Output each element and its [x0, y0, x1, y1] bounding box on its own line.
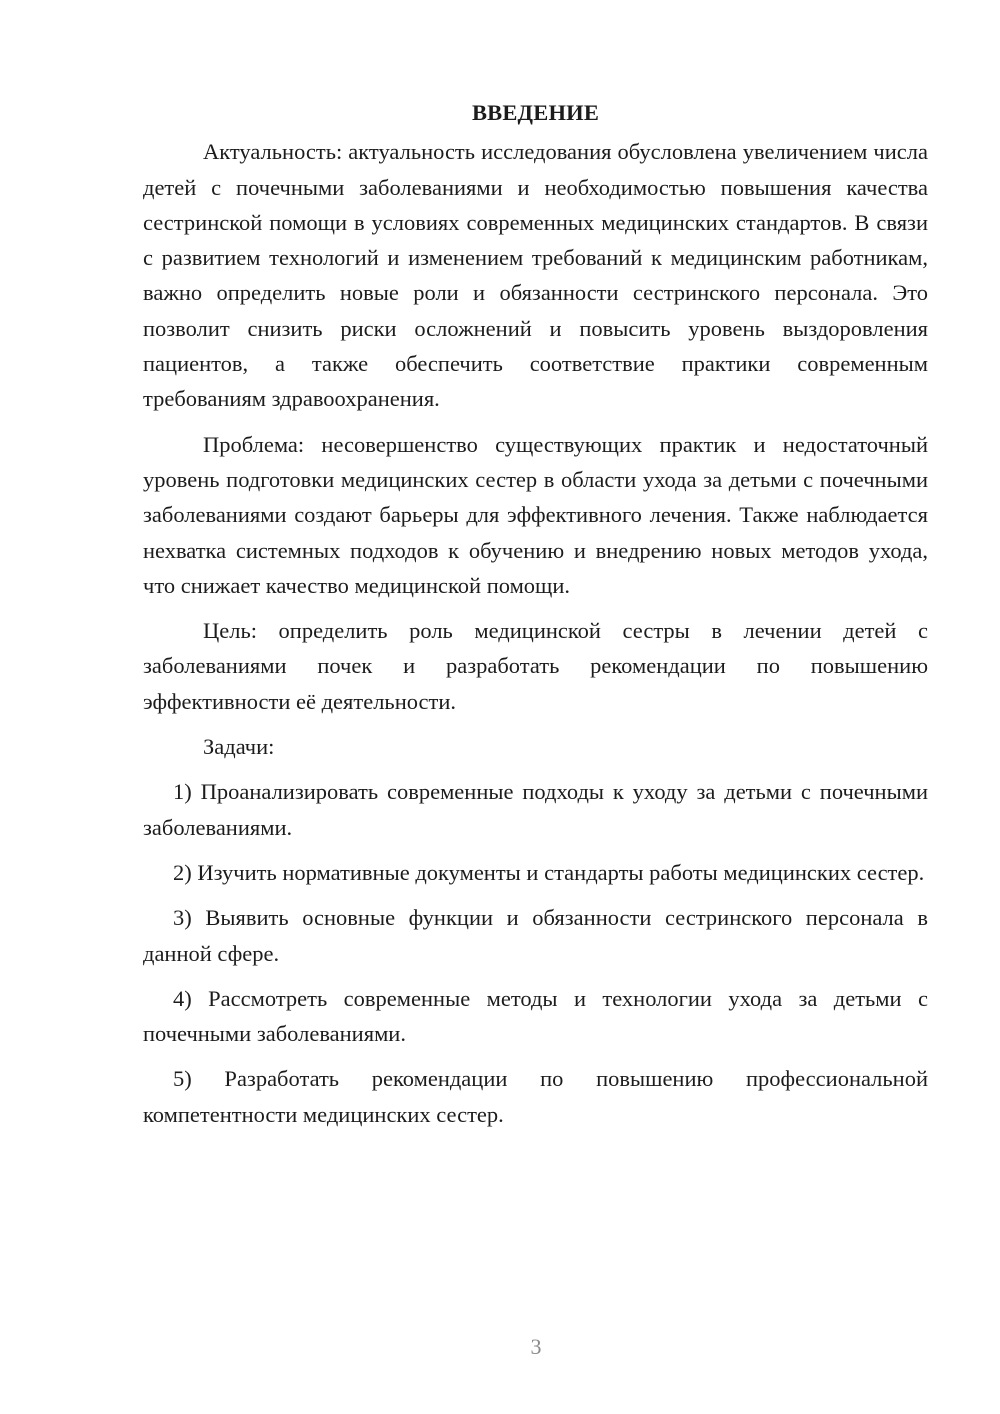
page-title: ВВЕДЕНИЕ — [471, 100, 600, 125]
paragraph-goal: Цель: определить роль медицинской сестры в лечении детей с заболеваниями почек и разработать рекомендации по повышению эффективности её деятельности. — [143, 618, 928, 714]
task-item: 2) Изучить нормативные документы и стандарты работы медицинских сестер. — [173, 859, 925, 885]
task-item: 4) Рассмотреть современные методы и технологии ухода за детьми с почечными заболеваниями. — [143, 985, 928, 1047]
task-item: 5) Разработать рекомендации по повышению профессиональной компетентности медицинских сестер. — [143, 1066, 928, 1127]
paragraph-problem: Проблема: несовершенство существующих практик и недостаточный уровень подготовки медицинских сестер в области ухода за детьми с почечными заболеваниями создают барьеры для эффективного лечения. Также наблюдается нехватка системных подходов к обучению и внедрению новых методов ухода, что снижает качество медицинской помощи. — [143, 431, 928, 598]
page-number: 3 — [530, 1334, 542, 1359]
tasks-heading: Задачи: — [203, 734, 275, 760]
document-page — [143, 95, 928, 1142]
task-item: 3) Выявить основные функции и обязанности сестринского персонала в данной сфере. — [143, 905, 928, 966]
task-item: 1) Проанализировать современные подходы к уходу за детьми с почечными заболеваниями. — [143, 779, 928, 840]
tasks-list — [143, 774, 928, 1132]
paragraph-relevance: Актуальность: актуальность исследования обусловлена увеличением числа детей с почечными заболеваниями и необходимостью повышения качества сестринской помощи в условиях современных медицинских стандартов. В связи с развитием технологий и изменением требований к медицинским работникам, важно определить новые роли и обязанности сестринского персонала. Это позволит снизить риски осложнений и повысить уровень выздоровления пациентов, а также обеспечить соответствие практики современным требованиям здравоохранения. — [143, 139, 928, 412]
